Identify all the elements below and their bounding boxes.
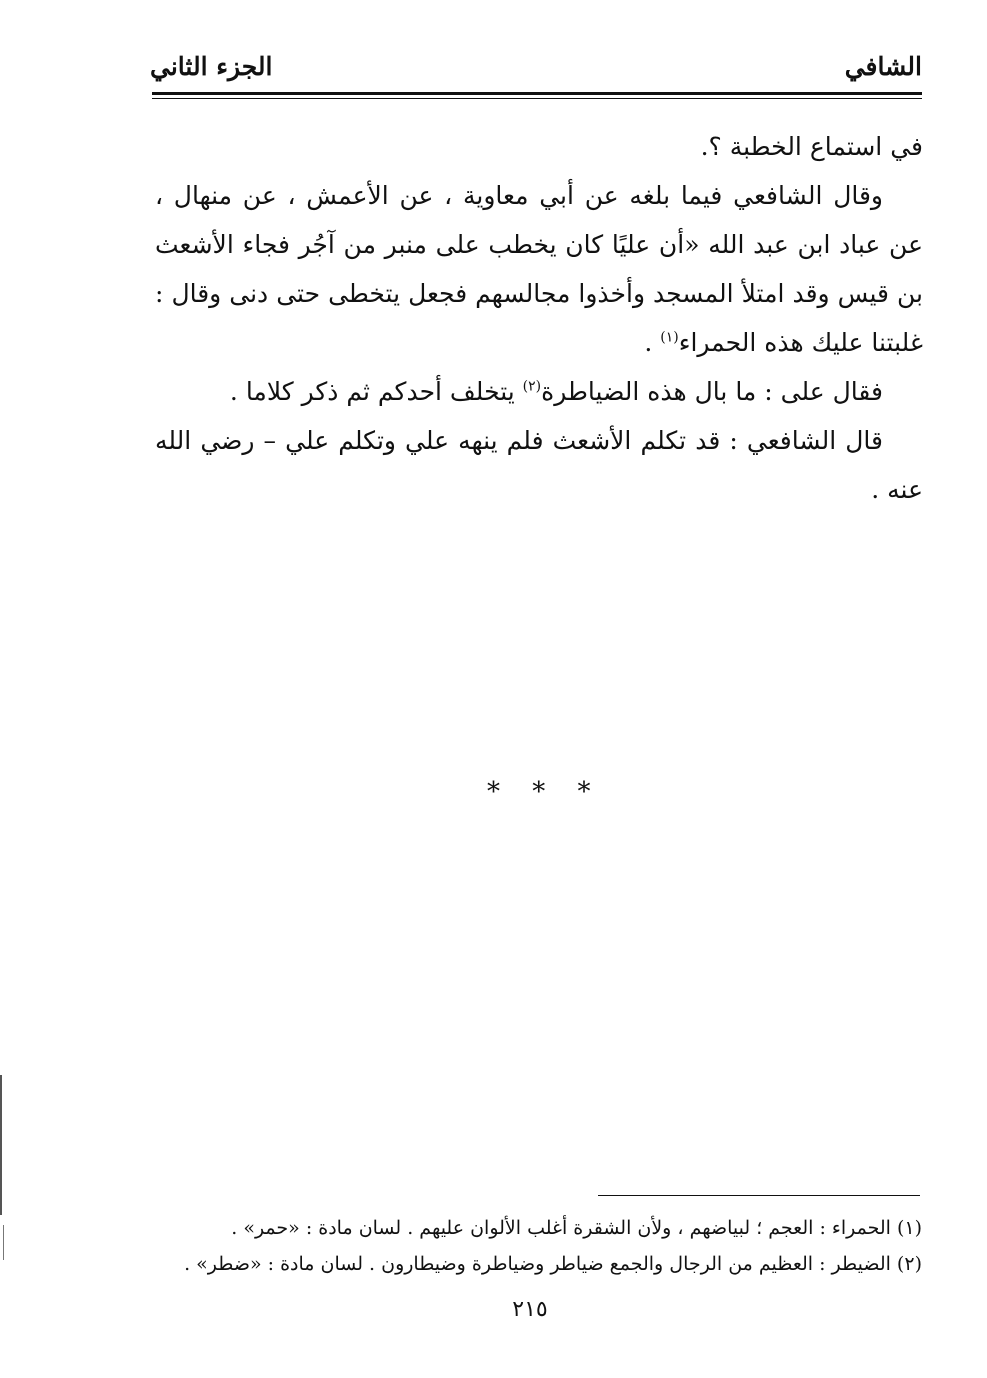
paragraph-2-text: وقال الشافعي فيما بلغه عن أبي معاوية ، عن الأعمش ، عن منهال ، عن عباد ابن عبد الله «أن عليًا كان يخطب على منبر من آجُر فجاء الأشعث بن قيس وقد امتلأ المسجد وأخذوا مجالسهم فجعل يتخطى حتى دنى وقال : غلبتنا عليك هذه الحمراء xyxy=(155,181,923,357)
footnote-2: (٢) الضيطر : العظيم من الرجال والجمع ضياطر وضياطرة وضيطارون . لسان مادة : «ضطر» . xyxy=(184,1253,922,1275)
paragraph-3-text: فقال على : ما بال هذه الضياطرة xyxy=(541,377,883,406)
text-line-1: في استماع الخطبة ؟. xyxy=(700,132,923,161)
paragraph-4: قال الشافعي : قد تكلم الأشعث فلم ينهه علي وتكلم علي – رضي الله عنه . xyxy=(155,426,923,504)
footnote-ref-2[interactable]: (٢) xyxy=(522,378,542,395)
scan-edge-mark xyxy=(0,1075,2,1215)
scan-edge-mark-small xyxy=(3,1225,4,1260)
footnote-1: (١) الحمراء : العجم ؛ لبياضهم ، ولأن الشقرة أغلب الألوان عليهم . لسان مادة : «حمر» . xyxy=(231,1217,922,1239)
paragraph-2-end: . xyxy=(644,328,661,357)
header-rule-thin xyxy=(152,98,922,99)
footnote-rule xyxy=(598,1195,920,1196)
section-separator: * * * xyxy=(487,777,603,807)
main-text xyxy=(155,122,923,514)
volume-title: الجزء الثاني xyxy=(150,52,273,81)
running-header xyxy=(150,52,922,92)
page-number: ٢١٥ xyxy=(512,1297,548,1322)
footnote-ref-1[interactable]: (١) xyxy=(660,329,679,346)
book-title: الشافي xyxy=(844,52,922,81)
paragraph-2 xyxy=(155,171,923,367)
paragraph-3 xyxy=(155,367,923,416)
footnotes xyxy=(180,1210,922,1282)
paragraph-3-end: يتخلف أحدكم ثم ذكر كلاما . xyxy=(229,377,523,406)
header-rule-thick xyxy=(152,92,922,95)
